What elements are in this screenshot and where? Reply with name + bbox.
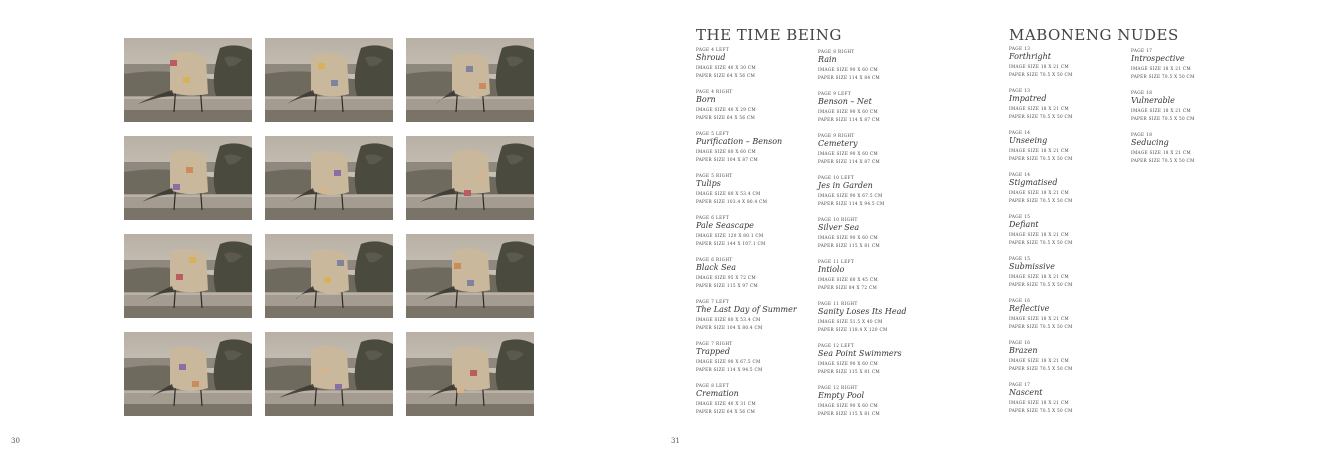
caption-paper-size: PAPER SIZE 104 X 80.4 CM [696, 325, 763, 330]
caption-entry [818, 49, 933, 91]
caption-entry [818, 133, 933, 175]
caption-title: Purification – Benson [696, 137, 783, 146]
photo-thumbnail [265, 332, 393, 416]
caption-paper-size: PAPER SIZE 70.5 X 50 CM [1009, 408, 1073, 413]
caption-title: Rain [818, 55, 837, 64]
caption-page: PAGE 5 LEFT [696, 131, 730, 136]
caption-title: Defiant [1009, 220, 1039, 229]
caption-entry [1131, 132, 1246, 174]
caption-image-size: IMAGE SIZE 18 X 21 CM [1131, 108, 1191, 113]
caption-page: PAGE 8 LEFT [696, 383, 730, 388]
caption-image-size: IMAGE SIZE 18 X 21 CM [1131, 66, 1191, 71]
caption-paper-size: PAPER SIZE 104 X 87 CM [696, 157, 759, 162]
caption-paper-size: PAPER SIZE 70.5 X 50 CM [1009, 282, 1073, 287]
caption-page: PAGE 16 [1009, 298, 1031, 303]
caption-page: PAGE 15 [1009, 256, 1031, 261]
caption-image-size: IMAGE SIZE 18 X 21 CM [1009, 64, 1069, 69]
caption-paper-size: PAPER SIZE 70.5 X 50 CM [1131, 116, 1195, 121]
caption-image-size: IMAGE SIZE 18 X 21 CM [1009, 358, 1069, 363]
caption-entry [1009, 340, 1124, 382]
caption-paper-size: PAPER SIZE 70.5 X 50 CM [1009, 114, 1073, 119]
time-being-column-1 [696, 47, 811, 425]
caption-entry [818, 91, 933, 133]
caption-paper-size: PAPER SIZE 114 X 87 CM [818, 117, 881, 122]
caption-title: Brazen [1009, 346, 1038, 355]
caption-paper-size: PAPER SIZE 103.4 X 80.4 CM [696, 199, 768, 204]
caption-entry [818, 259, 933, 301]
caption-entry [818, 385, 933, 427]
caption-entry [1009, 46, 1124, 88]
caption-title: Born [696, 95, 716, 104]
caption-title: Submissive [1009, 262, 1055, 271]
caption-page: PAGE 5 RIGHT [696, 173, 733, 178]
caption-paper-size: PAPER SIZE 70.5 X 50 CM [1009, 72, 1073, 77]
caption-page: PAGE 9 LEFT [818, 91, 852, 96]
left-page-number: 30 [11, 437, 20, 445]
caption-paper-size: PAPER SIZE 70.5 X 50 CM [1009, 240, 1073, 245]
caption-title: Introspective [1131, 54, 1185, 63]
caption-image-size: IMAGE SIZE 18 X 21 CM [1009, 148, 1069, 153]
photo-thumbnail [124, 38, 252, 122]
caption-entry [696, 341, 811, 383]
caption-entry [696, 47, 811, 89]
caption-entry [1009, 256, 1124, 298]
section-title-maboneng: MABONENG NUDES [1009, 26, 1179, 44]
caption-paper-size: PAPER SIZE 84 X 72 CM [818, 285, 878, 290]
caption-page: PAGE 4 RIGHT [696, 89, 733, 94]
maboneng-column-2 [1131, 48, 1246, 174]
caption-page: PAGE 14 [1009, 130, 1031, 135]
caption-image-size: IMAGE SIZE 90 X 60 CM [818, 403, 878, 408]
caption-title: Reflective [1009, 304, 1050, 313]
caption-image-size: IMAGE SIZE 18 X 21 CM [1009, 190, 1069, 195]
caption-image-size: IMAGE SIZE 90 X 60 CM [818, 151, 878, 156]
caption-paper-size: PAPER SIZE 70.5 X 50 CM [1009, 198, 1073, 203]
caption-entry [1009, 298, 1124, 340]
caption-image-size: IMAGE SIZE 90 X 67.5 CM [818, 193, 883, 198]
time-being-column-2 [818, 49, 933, 427]
caption-paper-size: PAPER SIZE 115 X 81 CM [818, 243, 881, 248]
caption-image-size: IMAGE SIZE 95 X 72 CM [696, 275, 756, 280]
caption-entry [1009, 214, 1124, 256]
caption-entry [696, 383, 811, 425]
caption-page: PAGE 8 RIGHT [818, 49, 855, 54]
photo-thumbnail [265, 234, 393, 318]
caption-page: PAGE 12 LEFT [818, 343, 855, 348]
caption-image-size: IMAGE SIZE 60 X 45 CM [818, 277, 878, 282]
right-page-number: 31 [671, 437, 680, 445]
caption-page: PAGE 16 [1009, 340, 1031, 345]
caption-page: PAGE 14 [1009, 172, 1031, 177]
caption-title: Seducing [1131, 138, 1169, 147]
caption-entry [1131, 48, 1246, 90]
caption-page: PAGE 7 RIGHT [696, 341, 733, 346]
caption-paper-size: PAPER SIZE 70.5 X 50 CM [1131, 74, 1195, 79]
caption-image-size: IMAGE SIZE 90 X 60 CM [818, 361, 878, 366]
caption-paper-size: PAPER SIZE 70.5 X 50 CM [1009, 366, 1073, 371]
caption-image-size: IMAGE SIZE 18 X 21 CM [1009, 232, 1069, 237]
caption-title: Silver Sea [818, 223, 860, 232]
caption-page: PAGE 18 [1131, 90, 1153, 95]
caption-paper-size: PAPER SIZE 115 X 81 CM [818, 369, 881, 374]
caption-paper-size: PAPER SIZE 114 X 87 CM [818, 159, 881, 164]
caption-entry [1009, 130, 1124, 172]
caption-image-size: IMAGE SIZE 80 X 53.4 CM [696, 191, 761, 196]
caption-page: PAGE 13 [1009, 88, 1031, 93]
caption-title: Unseeing [1009, 136, 1048, 145]
caption-page: PAGE 11 RIGHT [818, 301, 858, 306]
caption-page: PAGE 10 LEFT [818, 175, 855, 180]
caption-entry [696, 257, 811, 299]
caption-title: Trapped [696, 347, 731, 356]
caption-title: Black Sea [696, 263, 737, 272]
photo-thumbnail [265, 136, 393, 220]
thumbnail-grid [124, 38, 534, 418]
caption-title: Tulips [696, 179, 721, 188]
caption-title: Nascent [1009, 388, 1043, 397]
caption-entry [696, 131, 811, 173]
caption-entry [818, 343, 933, 385]
caption-page: PAGE 12 RIGHT [818, 385, 858, 390]
caption-image-size: IMAGE SIZE 80 X 60 CM [696, 149, 756, 154]
caption-paper-size: PAPER SIZE 70.5 X 50 CM [1009, 156, 1073, 161]
caption-page: PAGE 4 LEFT [696, 47, 730, 52]
caption-image-size: IMAGE SIZE 18 X 21 CM [1131, 150, 1191, 155]
caption-page: PAGE 17 [1131, 48, 1153, 53]
caption-paper-size: PAPER SIZE 64 X 56 CM [696, 409, 756, 414]
caption-image-size: IMAGE SIZE 120 X 80.1 CM [696, 233, 764, 238]
photo-thumbnail [406, 136, 534, 220]
caption-image-size: IMAGE SIZE 90 X 60 CM [818, 235, 878, 240]
caption-paper-size: PAPER SIZE 115 X 97 CM [696, 283, 759, 288]
caption-title: Sea Point Swimmers [818, 349, 902, 358]
section-title-time-being: THE TIME BEING [696, 26, 842, 44]
caption-title: Jes in Garden [818, 181, 873, 190]
photo-thumbnail [124, 234, 252, 318]
caption-image-size: IMAGE SIZE 18 X 21 CM [1009, 316, 1069, 321]
caption-title: Shroud [696, 53, 726, 62]
caption-title: Intiolo [818, 265, 845, 274]
caption-paper-size: PAPER SIZE 64 X 56 CM [696, 73, 756, 78]
caption-entry [696, 89, 811, 131]
caption-title: Cremation [696, 389, 739, 398]
caption-page: PAGE 7 LEFT [696, 299, 730, 304]
caption-image-size: IMAGE SIZE 18 X 21 CM [1009, 400, 1069, 405]
caption-paper-size: PAPER SIZE 144 X 107.1 CM [696, 241, 766, 246]
caption-title: Empty Pool [818, 391, 865, 400]
caption-title: The Last Day of Summer [696, 305, 797, 314]
caption-paper-size: PAPER SIZE 114 X 94.5 CM [818, 201, 885, 206]
caption-entry [818, 301, 933, 343]
caption-title: Stigmatised [1009, 178, 1058, 187]
caption-image-size: IMAGE SIZE 90 X 60 CM [818, 67, 878, 72]
caption-title: Benson – Net [818, 97, 872, 106]
caption-paper-size: PAPER SIZE 118.4 X 120 CM [818, 327, 888, 332]
caption-image-size: IMAGE SIZE 18 X 21 CM [1009, 274, 1069, 279]
caption-page: PAGE 13 [1009, 46, 1031, 51]
caption-page: PAGE 11 LEFT [818, 259, 855, 264]
caption-entry [696, 173, 811, 215]
caption-page: PAGE 15 [1009, 214, 1031, 219]
photo-thumbnail [124, 332, 252, 416]
caption-image-size: IMAGE SIZE 18 X 21 CM [1009, 106, 1069, 111]
caption-entry [818, 175, 933, 217]
maboneng-column-1 [1009, 46, 1124, 424]
caption-title: Pale Seascape [696, 221, 754, 230]
caption-paper-size: PAPER SIZE 70.5 X 50 CM [1131, 158, 1195, 163]
caption-image-size: IMAGE SIZE 90 X 67.5 CM [696, 359, 761, 364]
caption-paper-size: PAPER SIZE 70.5 X 50 CM [1009, 324, 1073, 329]
caption-page: PAGE 17 [1009, 382, 1031, 387]
caption-entry [696, 215, 811, 257]
caption-entry [1009, 172, 1124, 214]
caption-title: Impatred [1009, 94, 1047, 103]
caption-title: Sanity Loses Its Head [818, 307, 907, 316]
photo-thumbnail [124, 136, 252, 220]
photo-thumbnail [406, 38, 534, 122]
caption-page: PAGE 6 LEFT [696, 215, 730, 220]
caption-paper-size: PAPER SIZE 115 X 81 CM [818, 411, 881, 416]
caption-page: PAGE 10 RIGHT [818, 217, 858, 222]
caption-image-size: IMAGE SIZE 80 X 53.4 CM [696, 317, 761, 322]
caption-page: PAGE 6 RIGHT [696, 257, 733, 262]
caption-title: Forthright [1009, 52, 1051, 61]
photo-thumbnail [406, 234, 534, 318]
caption-paper-size: PAPER SIZE 114 X 94.5 CM [696, 367, 763, 372]
caption-image-size: IMAGE SIZE 40 X 29 CM [696, 107, 756, 112]
caption-image-size: IMAGE SIZE 51.5 X 40 CM [818, 319, 883, 324]
caption-entry [818, 217, 933, 259]
caption-entry [1009, 88, 1124, 130]
caption-paper-size: PAPER SIZE 114 X 84 CM [818, 75, 881, 80]
caption-entry [1131, 90, 1246, 132]
caption-title: Vulnerable [1131, 96, 1175, 105]
caption-paper-size: PAPER SIZE 64 X 56 CM [696, 115, 756, 120]
caption-entry [696, 299, 811, 341]
photo-thumbnail [265, 38, 393, 122]
caption-image-size: IMAGE SIZE 40 X 30 CM [696, 65, 756, 70]
caption-image-size: IMAGE SIZE 90 X 60 CM [818, 109, 878, 114]
caption-image-size: IMAGE SIZE 40 X 31 CM [696, 401, 756, 406]
caption-page: PAGE 9 RIGHT [818, 133, 855, 138]
caption-page: PAGE 18 [1131, 132, 1153, 137]
photo-thumbnail [406, 332, 534, 416]
caption-entry [1009, 382, 1124, 424]
caption-title: Cemetery [818, 139, 858, 148]
